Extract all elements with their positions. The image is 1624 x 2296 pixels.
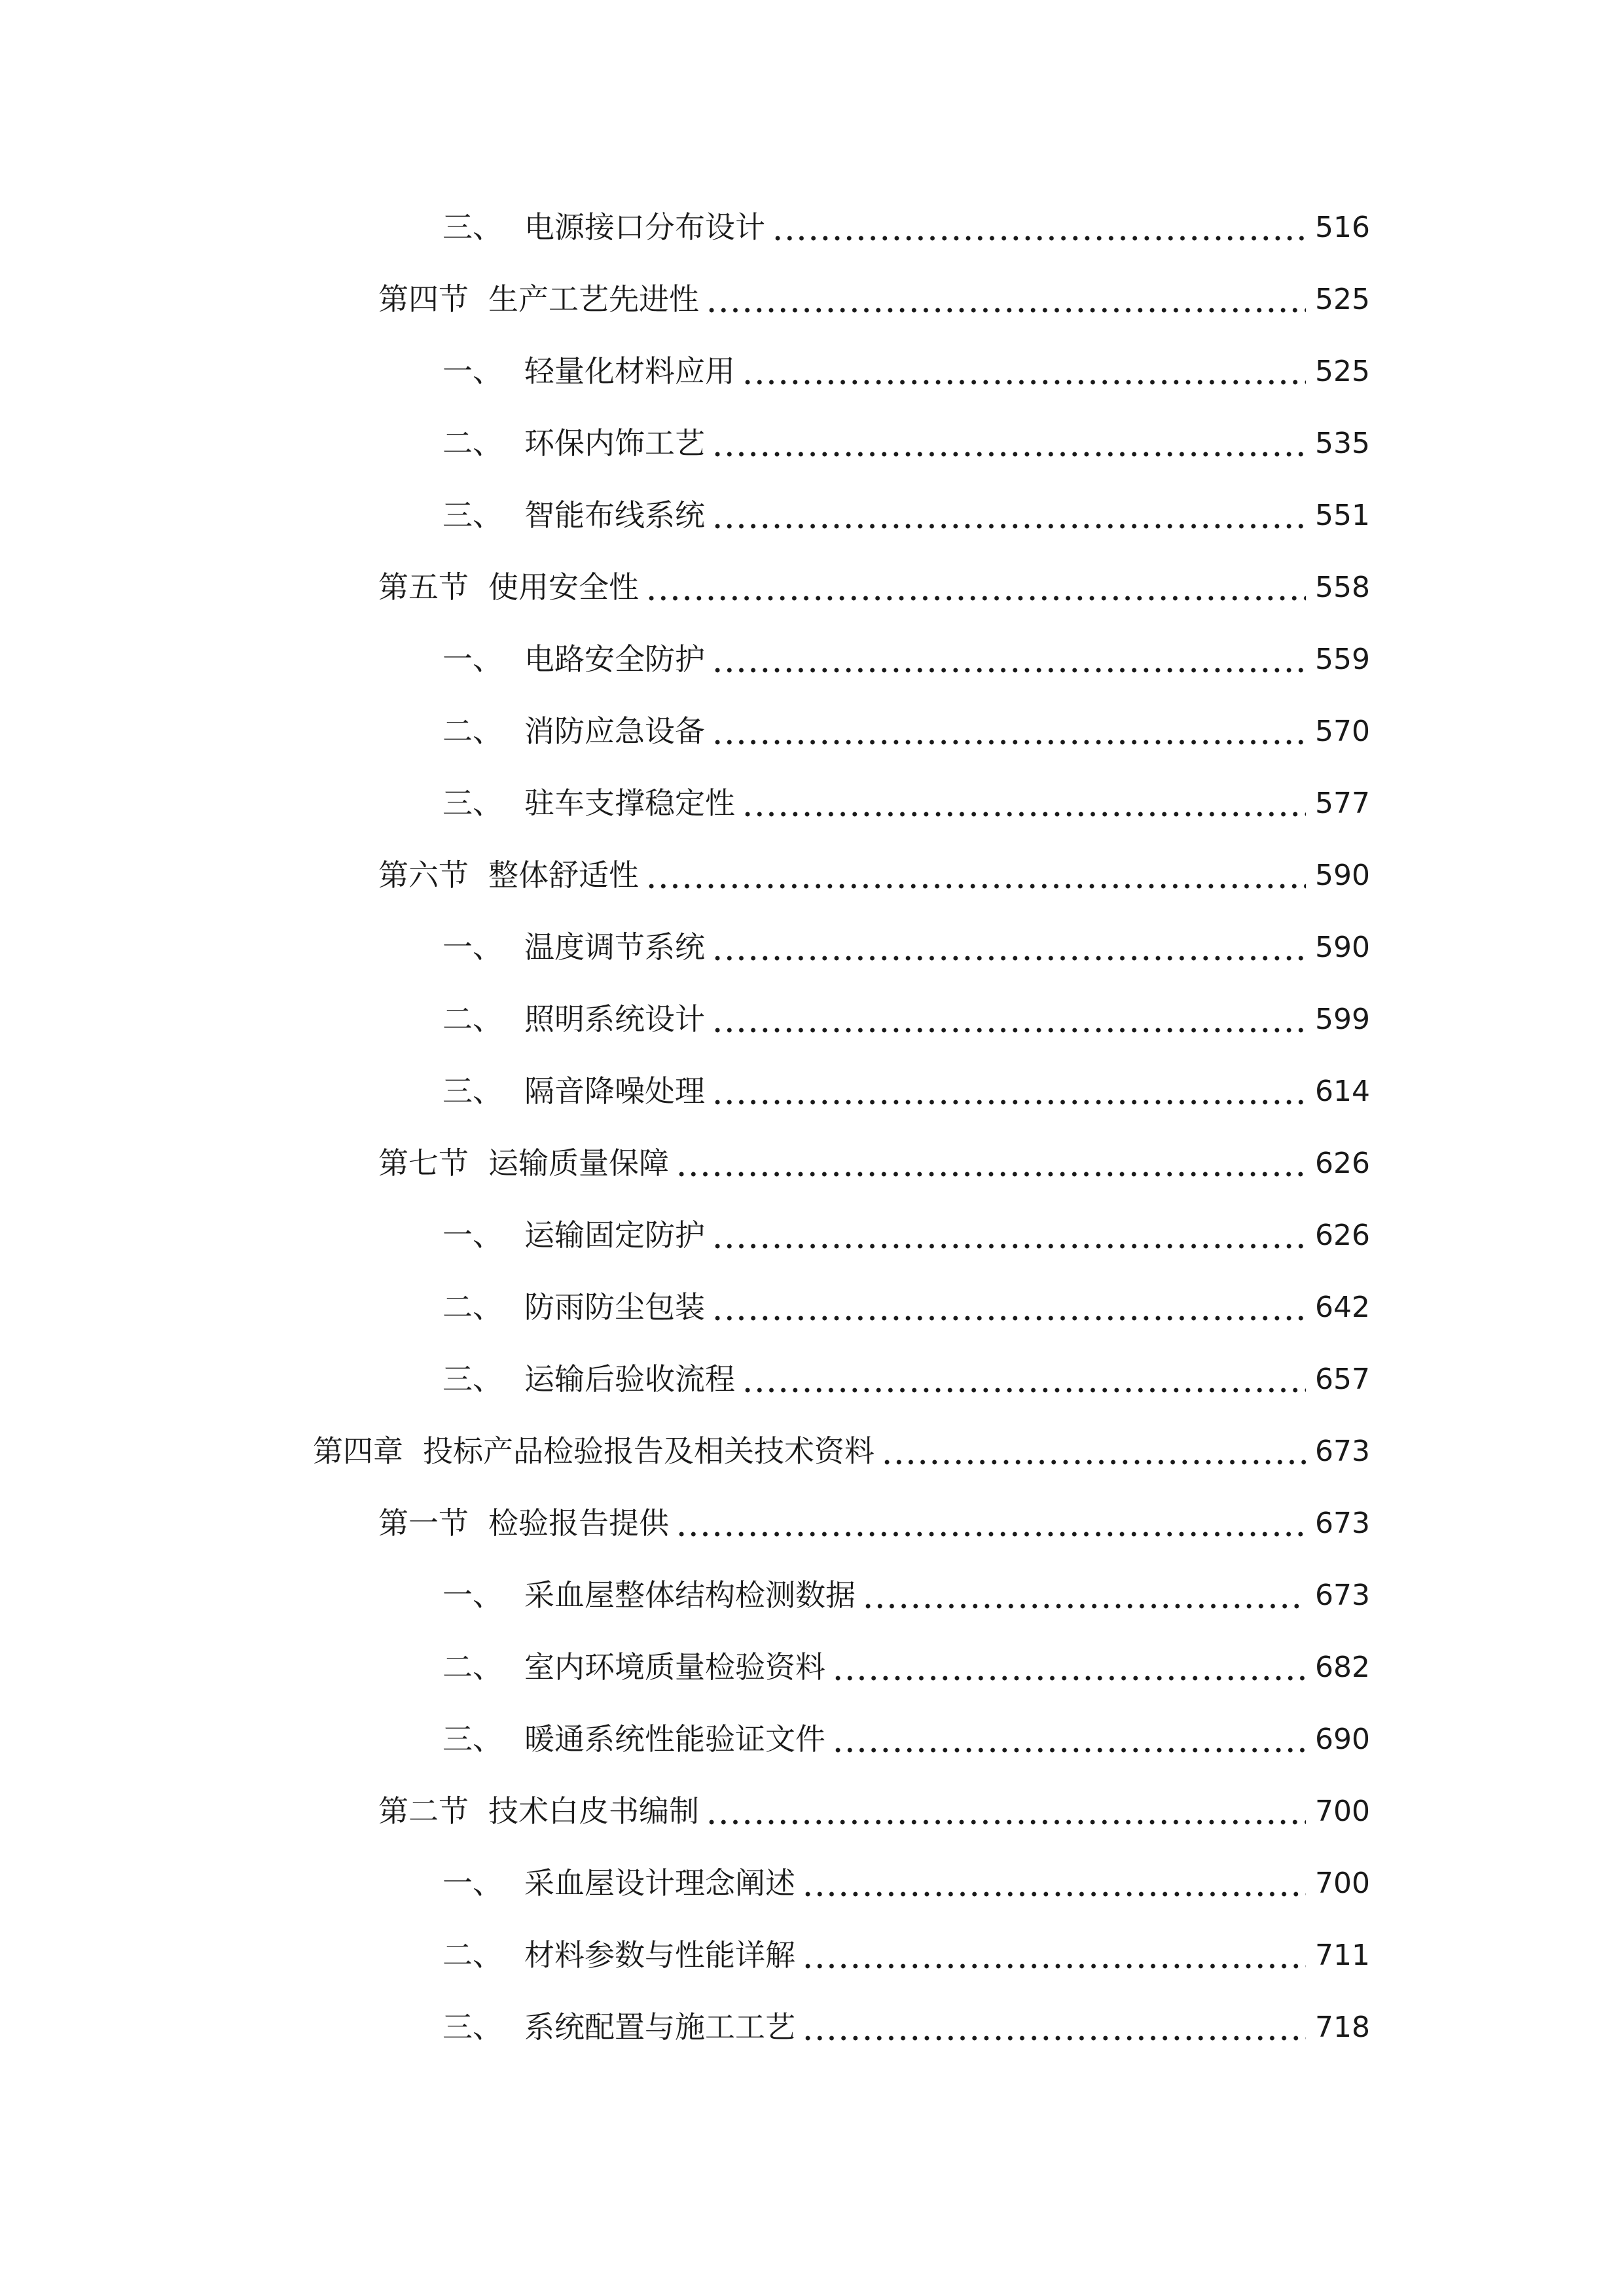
toc-entry-title: 暖通系统性能验证文件	[524, 1721, 825, 1757]
toc-entry-title: 温度调节系统	[524, 929, 705, 965]
toc-entry[interactable]	[442, 1054, 1370, 1109]
dot-leader	[862, 1580, 1306, 1610]
toc-entry[interactable]	[442, 1990, 1370, 2045]
toc-entry-number: 三、	[442, 209, 503, 245]
toc-entry-number: 二、	[442, 713, 503, 749]
dot-leader	[676, 1508, 1306, 1538]
toc-entry[interactable]	[442, 1846, 1370, 1901]
toc-entry-title: 电源接口分布设计	[524, 209, 765, 245]
toc-entry-page: 642	[1315, 1291, 1370, 1324]
dot-leader	[712, 644, 1306, 674]
toc-entry-page: 626	[1315, 1219, 1370, 1252]
toc-entry[interactable]	[378, 1774, 1370, 1829]
toc-entry-page: 673	[1315, 1579, 1370, 1612]
dot-leader	[712, 716, 1306, 746]
toc-entry-page: 614	[1315, 1075, 1370, 1108]
toc-entry-page: 599	[1315, 1003, 1370, 1036]
toc-entry-page: 551	[1315, 499, 1370, 532]
toc-entry-page: 700	[1315, 1867, 1370, 1900]
toc-entry-page: 590	[1315, 859, 1370, 892]
toc-entry[interactable]	[442, 1630, 1370, 1685]
dot-leader	[712, 1220, 1306, 1250]
toc-entry-number: 第二节	[378, 1793, 469, 1829]
dot-leader	[712, 932, 1306, 962]
toc-entry-title: 照明系统设计	[524, 1001, 705, 1037]
dot-leader	[712, 1292, 1306, 1322]
dot-leader	[742, 356, 1306, 386]
toc-entry[interactable]	[442, 406, 1370, 461]
toc-entry[interactable]	[442, 1198, 1370, 1253]
toc-entry[interactable]	[442, 694, 1370, 749]
toc-entry-title: 驻车支撑稳定性	[524, 785, 735, 821]
dot-leader	[706, 284, 1306, 314]
dot-leader	[712, 1004, 1306, 1034]
toc-entry[interactable]	[378, 1486, 1370, 1541]
dot-leader	[742, 1364, 1306, 1394]
toc-entry[interactable]	[378, 550, 1370, 605]
dot-leader	[881, 1436, 1306, 1466]
toc-entry-number: 三、	[442, 2009, 503, 2045]
toc-entry-number: 三、	[442, 497, 503, 533]
toc-entry-number: 第四章	[313, 1433, 403, 1469]
toc-entry[interactable]	[378, 838, 1370, 893]
toc-entry-number: 一、	[442, 1865, 503, 1901]
toc-entry-title: 轻量化材料应用	[524, 353, 735, 389]
toc-entry[interactable]	[442, 622, 1370, 677]
dot-leader	[712, 428, 1306, 458]
toc-entry-title: 消防应急设备	[524, 713, 705, 749]
toc-entry-page: 570	[1315, 715, 1370, 748]
toc-entry-number: 二、	[442, 425, 503, 461]
toc-entry-page: 718	[1315, 2011, 1370, 2044]
toc-entry-number: 第五节	[378, 569, 469, 605]
toc-entry[interactable]	[378, 262, 1370, 317]
toc-entry-number: 第七节	[378, 1145, 469, 1181]
toc-entry-page: 525	[1315, 283, 1370, 316]
toc-entry-number: 一、	[442, 641, 503, 677]
toc-entry-page: 673	[1315, 1435, 1370, 1468]
toc-entry-page: 516	[1315, 211, 1370, 244]
toc-entry[interactable]	[442, 1918, 1370, 1973]
toc-entry-page: 657	[1315, 1363, 1370, 1396]
dot-leader	[802, 1868, 1306, 1898]
toc-entry-title: 采血屋整体结构检测数据	[524, 1577, 856, 1613]
toc-entry-title: 材料参数与性能详解	[524, 1937, 795, 1973]
dot-leader	[772, 212, 1306, 242]
dot-leader	[706, 1796, 1306, 1826]
toc-entry-title: 使用安全性	[488, 569, 639, 605]
toc-entry-title: 生产工艺先进性	[488, 281, 699, 317]
toc-entry-number: 三、	[442, 1721, 503, 1757]
toc-entry-number: 一、	[442, 1577, 503, 1613]
toc-entry-page: 673	[1315, 1507, 1370, 1540]
toc-entry-page: 559	[1315, 643, 1370, 676]
toc-entry-title: 运输固定防护	[524, 1217, 705, 1253]
toc-entry-number: 三、	[442, 1073, 503, 1109]
toc-entry-page: 690	[1315, 1723, 1370, 1756]
toc-entry[interactable]	[442, 766, 1370, 821]
toc-entry-page: 535	[1315, 427, 1370, 460]
toc-entry[interactable]	[442, 1270, 1370, 1325]
dot-leader	[645, 572, 1306, 602]
dot-leader	[676, 1148, 1306, 1178]
toc-entry-number: 三、	[442, 785, 503, 821]
toc-entry-number: 二、	[442, 1001, 503, 1037]
toc-entry-page: 700	[1315, 1795, 1370, 1828]
toc-entry-title: 防雨防尘包装	[524, 1289, 705, 1325]
dot-leader	[712, 1076, 1306, 1106]
toc-entry-title: 室内环境质量检验资料	[524, 1649, 825, 1685]
toc-entry-number: 一、	[442, 929, 503, 965]
dot-leader	[645, 860, 1306, 890]
toc-entry[interactable]	[378, 1126, 1370, 1181]
toc-entry-page: 577	[1315, 787, 1370, 820]
toc-entry-title: 运输后验收流程	[524, 1361, 735, 1397]
toc-entry-title: 技术白皮书编制	[488, 1793, 699, 1829]
toc-entry-page: 626	[1315, 1147, 1370, 1180]
dot-leader	[832, 1724, 1306, 1754]
toc-entry-number: 三、	[442, 1361, 503, 1397]
dot-leader	[832, 1652, 1306, 1682]
toc-entry-page: 682	[1315, 1651, 1370, 1684]
dot-leader	[742, 788, 1306, 818]
toc-entry-title: 运输质量保障	[488, 1145, 669, 1181]
toc-entry-page: 558	[1315, 571, 1370, 604]
toc-entry[interactable]	[442, 1558, 1370, 1613]
toc-entry-title: 采血屋设计理念阐述	[524, 1865, 795, 1901]
toc-entry-title: 电路安全防护	[524, 641, 705, 677]
toc-entry-title: 隔音降噪处理	[524, 1073, 705, 1109]
dot-leader	[802, 2012, 1306, 2042]
toc-entry-number: 二、	[442, 1937, 503, 1973]
toc-entry-number: 二、	[442, 1649, 503, 1685]
toc-entry-title: 环保内饰工艺	[524, 425, 705, 461]
toc-entry-title: 投标产品检验报告及相关技术资料	[423, 1433, 875, 1469]
dot-leader	[712, 500, 1306, 530]
toc-entry[interactable]	[442, 334, 1370, 389]
toc-entry[interactable]	[313, 1414, 1370, 1469]
toc-entry[interactable]	[442, 910, 1370, 965]
toc-entry-number: 第四节	[378, 281, 469, 317]
toc-entry-page: 590	[1315, 931, 1370, 964]
toc-entry[interactable]	[442, 1342, 1370, 1397]
toc-entry-title: 整体舒适性	[488, 857, 639, 893]
toc-entry-number: 第六节	[378, 857, 469, 893]
toc-entry[interactable]	[442, 982, 1370, 1037]
toc-entry-number: 二、	[442, 1289, 503, 1325]
toc-entry-number: 一、	[442, 1217, 503, 1253]
toc-entry-page: 711	[1315, 1939, 1370, 1972]
toc-entry-title: 检验报告提供	[488, 1505, 669, 1541]
toc-entry-title: 智能布线系统	[524, 497, 705, 533]
toc-entry-number: 一、	[442, 353, 503, 389]
toc-entry-title: 系统配置与施工工艺	[524, 2009, 795, 2045]
toc-entry[interactable]	[442, 478, 1370, 533]
toc-entry-page: 525	[1315, 355, 1370, 388]
toc-entry-number: 第一节	[378, 1505, 469, 1541]
toc-entry[interactable]	[442, 190, 1370, 245]
dot-leader	[802, 1940, 1306, 1970]
toc-entry[interactable]	[442, 1702, 1370, 1757]
